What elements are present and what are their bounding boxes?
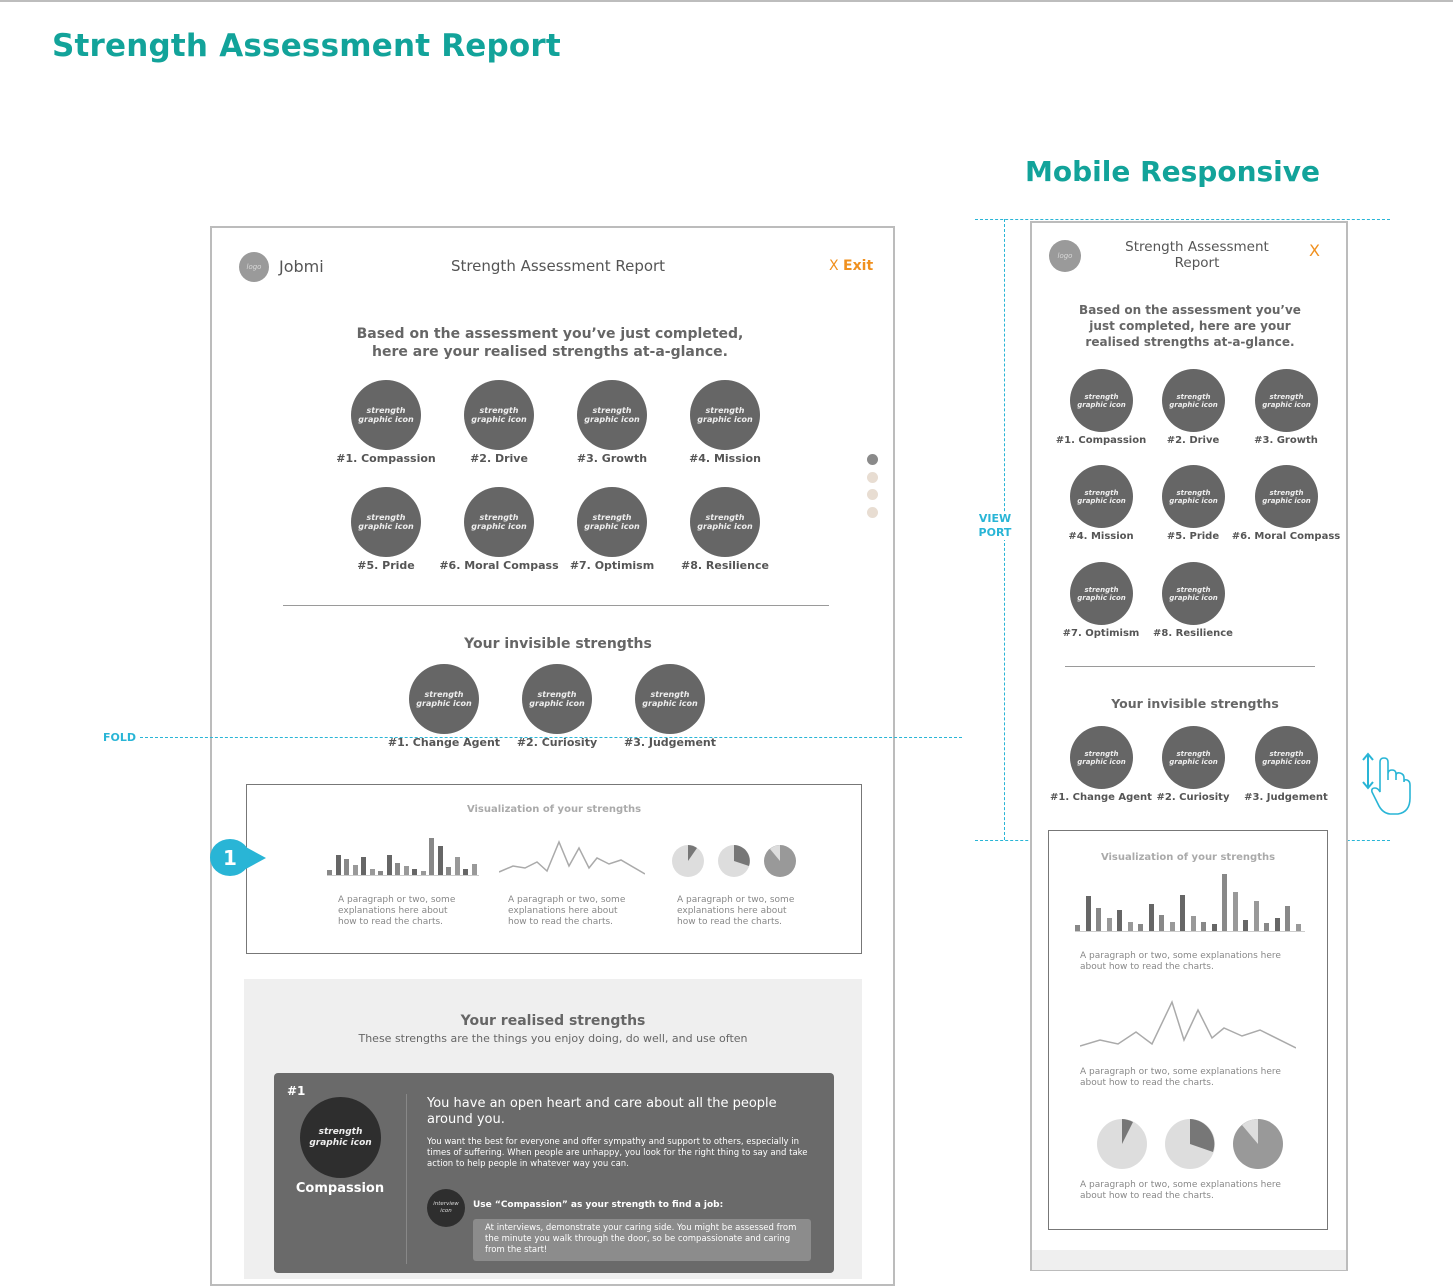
invisible-strength-icon[interactable]: strength graphic icon — [522, 664, 592, 734]
bar — [1191, 916, 1196, 931]
strength-graphic-icon: strength graphic icon — [300, 1097, 381, 1178]
bar — [421, 871, 426, 875]
mobile-invisible-icon[interactable]: strength graphic icon — [1070, 726, 1133, 789]
bar — [344, 859, 349, 875]
viewport-label: VIEW PORT — [976, 512, 1014, 540]
bar — [1159, 915, 1164, 931]
mobile-invisible-label: #2. Curiosity — [1156, 792, 1230, 803]
strength-rank: #1 — [287, 1084, 306, 1098]
bar — [438, 846, 443, 875]
bar — [1149, 904, 1154, 931]
strength-label: #4. Mission — [689, 452, 761, 465]
strength-card-name: Compassion — [295, 1181, 385, 1196]
invisible-strength-label: #1. Change Agent — [387, 736, 501, 749]
strength-headline: You have an open heart and care about all the people around you. — [427, 1096, 777, 1127]
bar — [1107, 918, 1112, 931]
mobile-chart-explanation: A paragraph or two, some explanations here about how to read the charts. — [1080, 1180, 1281, 1201]
bar — [1296, 924, 1301, 931]
chart-explanation: A paragraph or two, some explanations here about how to read the charts. — [338, 895, 456, 927]
strength-label: #7. Optimism — [569, 559, 655, 572]
bar — [1254, 901, 1259, 931]
bar — [1285, 906, 1290, 931]
bar — [455, 857, 460, 875]
bar — [1075, 925, 1080, 931]
chart-explanation: A paragraph or two, some explanations here about how to read the charts. — [677, 895, 795, 927]
bar — [412, 869, 417, 875]
mobile-chart-explanation: A paragraph or two, some explanations here about how to read the charts. — [1080, 1067, 1281, 1088]
viewport-top-line — [975, 219, 1390, 220]
bar — [1117, 910, 1122, 931]
bar — [378, 871, 383, 875]
close-icon: X — [829, 258, 839, 274]
bar — [1170, 922, 1175, 931]
mobile-strength-label: #1. Compassion — [1055, 435, 1147, 446]
mobile-invisible-label: #3. Judgement — [1244, 792, 1328, 803]
bar — [327, 870, 332, 875]
mobile-strength-icon[interactable]: strength graphic icon — [1255, 369, 1318, 432]
mobile-section-title: Mobile Responsive — [1025, 155, 1321, 188]
bar — [336, 855, 341, 876]
fold-label: FOLD — [103, 731, 137, 744]
page-title: Strength Assessment Report — [52, 28, 561, 64]
logo-icon[interactable]: logo — [239, 252, 269, 282]
mobile-invisible-icon[interactable]: strength graphic icon — [1255, 726, 1318, 789]
mobile-realised-section-start — [1032, 1250, 1346, 1270]
interview-tip: At interviews, demonstrate your caring side. You might be assessed from the minute you walk through the door, so be compassionate and caring from the start! — [473, 1219, 811, 1261]
mobile-pie-charts — [1096, 1116, 1286, 1172]
invisible-strength-label: #2. Curiosity — [516, 736, 598, 749]
brand-name: Jobmi — [279, 257, 324, 276]
strength-label: #1. Compassion — [336, 452, 436, 465]
mobile-close-icon[interactable]: X — [1309, 241, 1320, 260]
pie-charts — [670, 843, 800, 879]
use-strength-title: Use “Compassion” as your strength to find a job: — [473, 1200, 724, 1210]
mobile-logo-icon[interactable]: logo — [1049, 240, 1081, 272]
mobile-strength-icon[interactable]: strength graphic icon — [1255, 465, 1318, 528]
mobile-invisible-label: #1. Change Agent — [1050, 792, 1152, 803]
strength-label: #5. Pride — [357, 559, 415, 572]
pager-dot[interactable] — [867, 489, 878, 500]
mobile-bar-chart — [1075, 874, 1305, 932]
mobile-viz-title: Visualization of your strengths — [1100, 852, 1276, 863]
invisible-strength-icon[interactable]: strength graphic icon — [409, 664, 479, 734]
bar — [1264, 923, 1269, 931]
strength-graphic-icon[interactable]: strength graphic icon — [690, 487, 760, 557]
mobile-strength-icon[interactable]: strength graphic icon — [1070, 562, 1133, 625]
bar — [370, 869, 375, 875]
mobile-header-title: Strength Assessment Report — [1125, 239, 1269, 271]
mobile-strength-icon[interactable]: strength graphic icon — [1162, 465, 1225, 528]
strength-graphic-icon[interactable]: strength graphic icon — [464, 380, 534, 450]
bar — [361, 857, 366, 875]
bar — [446, 867, 451, 875]
divider — [283, 605, 829, 606]
bar — [1201, 922, 1206, 931]
bar — [1243, 920, 1248, 931]
mobile-strength-icon[interactable]: strength graphic icon — [1162, 562, 1225, 625]
exit-button[interactable] — [829, 258, 873, 274]
fold-line — [140, 737, 962, 738]
line-chart — [499, 838, 645, 878]
realised-title: Your realised strengths — [460, 1013, 646, 1029]
bar — [387, 855, 392, 875]
viz-title: Visualization of your strengths — [466, 804, 642, 815]
bar — [1275, 918, 1280, 931]
scroll-gesture-icon — [1360, 748, 1412, 818]
bar — [353, 865, 358, 875]
bar — [1222, 874, 1227, 931]
pager-dot-active[interactable] — [867, 454, 878, 465]
bar — [429, 838, 434, 875]
strength-label: #2. Drive — [470, 452, 528, 465]
mobile-invisible-icon[interactable]: strength graphic icon — [1162, 726, 1225, 789]
mobile-strength-label: #2. Drive — [1166, 435, 1220, 446]
mobile-invisible-title: Your invisible strengths — [1111, 696, 1279, 711]
mobile-strength-icon[interactable]: strength graphic icon — [1162, 369, 1225, 432]
pager-dot[interactable] — [867, 472, 878, 483]
invisible-strength-icon[interactable]: strength graphic icon — [635, 664, 705, 734]
strength-graphic-icon[interactable]: strength graphic icon — [577, 380, 647, 450]
mobile-strength-label: #5. Pride — [1166, 531, 1220, 542]
exit-label: Exit — [843, 258, 874, 274]
bar — [395, 863, 400, 875]
bar — [404, 866, 409, 875]
mobile-strength-icon[interactable]: strength graphic icon — [1070, 465, 1133, 528]
strength-description: You want the best for everyone and offer sympathy and support to others, especially in times of suffering. When people are unhappy, you look for the right thing to say and take action to help people in whatever way you can. — [427, 1137, 808, 1169]
realised-subtitle: These strengths are the things you enjoy doing, do well, and use often — [358, 1032, 748, 1045]
mobile-strength-label: #4. Mission — [1068, 531, 1134, 542]
mobile-intro-text: Based on the assessment you’ve just completed, here are your realised strengths at-a-glance. — [1079, 303, 1301, 349]
mobile-line-chart — [1080, 998, 1296, 1052]
callout-badge: 1 — [210, 839, 250, 876]
strength-graphic-icon[interactable]: strength graphic icon — [464, 487, 534, 557]
strength-graphic-icon[interactable]: strength graphic icon — [690, 380, 760, 450]
mobile-strength-label: #6. Moral Compass — [1231, 531, 1341, 542]
bar — [1138, 924, 1143, 931]
bar — [1180, 895, 1185, 931]
bar — [1096, 908, 1101, 931]
header-title: Strength Assessment Report — [450, 257, 666, 275]
invisible-strengths-title: Your invisible strengths — [464, 636, 652, 652]
mobile-divider — [1065, 666, 1315, 667]
interview-icon: interview icon — [427, 1189, 465, 1227]
invisible-strength-label: #3. Judgement — [623, 736, 717, 749]
bar — [1128, 922, 1133, 931]
bar-chart — [327, 834, 479, 876]
bar — [472, 864, 477, 875]
bar — [463, 869, 468, 875]
bar — [1233, 892, 1238, 931]
strength-label: #6. Moral Compass — [439, 559, 559, 572]
strength-graphic-icon[interactable]: strength graphic icon — [351, 380, 421, 450]
bar — [1212, 924, 1217, 931]
chart-explanation: A paragraph or two, some explanations here about how to read the charts. — [508, 895, 626, 927]
top-border — [0, 0, 1453, 2]
mobile-strength-icon[interactable]: strength graphic icon — [1070, 369, 1133, 432]
intro-text: Based on the assessment you’ve just completed, here are your realised strengths at-a-glance. — [356, 326, 744, 360]
card-divider — [406, 1094, 407, 1264]
strength-label: #8. Resilience — [681, 559, 769, 572]
bar — [1086, 896, 1091, 931]
mobile-chart-explanation: A paragraph or two, some explanations here about how to read the charts. — [1080, 951, 1281, 972]
strength-graphic-icon[interactable]: strength graphic icon — [351, 487, 421, 557]
strength-graphic-icon[interactable]: strength graphic icon — [577, 487, 647, 557]
mobile-strength-label: #8. Resilience — [1153, 628, 1233, 639]
strength-label: #3. Growth — [576, 452, 648, 465]
mobile-strength-label: #7. Optimism — [1062, 628, 1140, 639]
pager-dot[interactable] — [867, 507, 878, 518]
mobile-strength-label: #3. Growth — [1254, 435, 1318, 446]
